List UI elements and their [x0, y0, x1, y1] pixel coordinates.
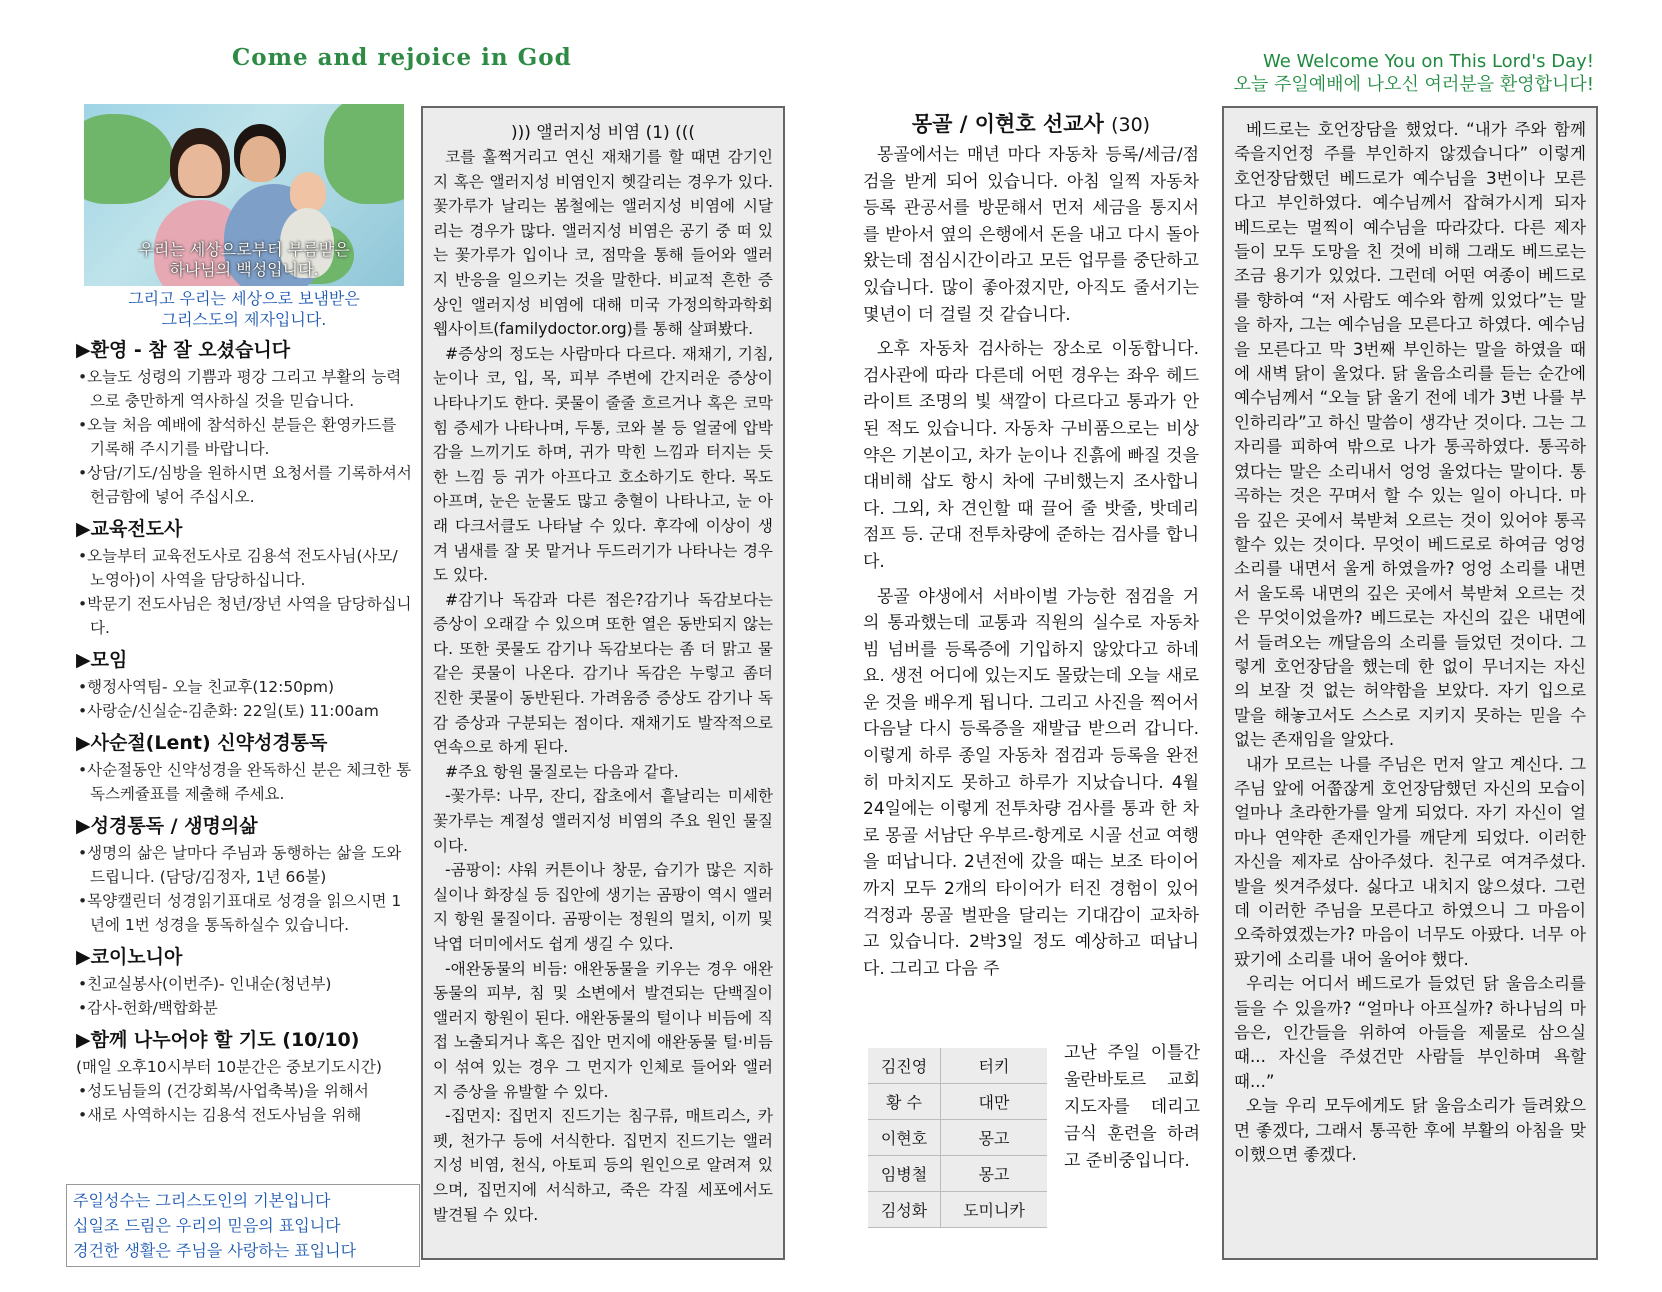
section-meetings — [76, 648, 412, 723]
creed-line: 주일성수는 그리스도인의 기본입니다 — [73, 1191, 331, 1210]
table-cell-name: 이현호 — [868, 1120, 941, 1156]
section-prayer — [76, 1028, 412, 1127]
section-title: ▶교육전도사 — [76, 518, 183, 540]
table-cell-name: 황 수 — [868, 1084, 941, 1120]
paragraph: 내가 모르는 나를 주님은 먼저 알고 계신다. 그 주님 앞에 어쭙잖게 호언장담했던 자신의 모습이 얼마나 초라한가를 알게 되었다. 자기 자신이 얼마나 연약한 존재인가를 깨닫게 되었다. 이러한 자신을 제자로 삼아주셨다. 친구로 여겨주셨다. 발을 씻겨주셨다. 싫다고 내치지 않으셨다. 그런데 이러한 주님을 모른다고 하였으니 그 마음이 오죽하였겠는가? 마음이 너무도 아팠다. 너무 아팠기에 소리를 내어 울어야 했다. — [1234, 754, 1586, 969]
article-body — [433, 145, 773, 1227]
section-title: ▶환영 - 참 잘 오셨습니다 — [76, 339, 291, 361]
article-title: ))) 앨러지성 비염 (1) ((( — [510, 123, 696, 143]
missionary-table — [868, 1048, 1047, 1228]
list-item: •상담/기도/심방을 원하시면 요청서를 기록하셔서 헌금함에 넣어 주십시오. — [78, 464, 412, 506]
paragraph: 우리는 어디서 베드로가 들었던 닭 울음소리를 들을 수 있을까? “얼마나 아프실까? 하나님의 마음은, 인간들을 위하여 아들을 제물로 삼으실때... 자신을 주셨건만 사람들 부인하며 욕할때...” — [1234, 974, 1586, 1091]
table-cell-name: 김진영 — [868, 1048, 941, 1084]
health-article — [421, 106, 785, 1260]
creed-line: 경건한 생활은 주님을 사랑하는 표입니다 — [73, 1241, 357, 1260]
list-item: •목양캘린더 성경읽기표대로 성경을 읽으시면 1년에 1번 성경을 통독하실수 있습니다. — [78, 892, 402, 934]
sub-caption: 그리고 우리는 세상으로 보냄받은 그리스도의 제자입니다. — [128, 289, 360, 329]
list-item: •박문기 전도사님은 청년/장년 사역을 담당하십니다. — [78, 595, 412, 637]
table-row — [868, 1192, 1047, 1228]
paragraph: -집먼지: 집먼지 진드기는 침구류, 매트리스, 카펫, 천가구 등에 서식한다. 집먼지 진드기는 앨러지성 비염, 천식, 아토피 등의 원인으로 알려져 있으며, 집먼지에 서식하고, 죽은 각질 세포에서도 발견될 수 있다. — [433, 1107, 773, 1224]
section-title: ▶사순절(Lent) 신약성경통독 — [76, 732, 328, 754]
table-cell-country: 몽고 — [941, 1120, 1048, 1156]
list-item: •감사-헌화/백합화분 — [78, 999, 218, 1017]
section-title: ▶성경통독 / 생명의삶 — [76, 815, 258, 837]
paragraph: 몽골 야생에서 서바이벌 가능한 점검을 거의 통과했는데 교통과 직원의 실수로 자동차 빔 넘버를 등록증에 기입하지 않았다고 하네요. 생전 어디에 있는지도 몰랐는데 오늘 새로운 것을 배우게 됩니다. 그리고 사진을 찍어서 다음날 다시 등록증을 재발급 받으러 갑니다. 이렇게 하루 종일 자동차 점검과 등록을 완전히 마치지도 못하고 하루가 지났습니다. 4월24일에는 이렇게 전투차량 검사를 통과 한 차로 몽골 서남단 우부르-항게로 시골 선교 여행을 떠납니다. 2년전에 갔을 때는 보조 타이어까지 모두 2개의 타이어가 터진 경험이 있어 걱정과 몽골 벌판을 달리는 기대감이 교차하고 있습니다. 2박3일 정도 예상하고 떠납니다. 그리고 다음 주 — [863, 586, 1199, 979]
table-row — [868, 1048, 1047, 1084]
paragraph: 몽골에서는 매년 마다 자동차 등록/세금/점검을 받게 되어 있습니다. 아침 일찍 자동차 등록 관공서를 방문해서 먼저 세금을 통지서를 받아서 옆의 은행에서 돈을 내고 다시 돌아 왔는데 점심시간이라고 모든 업무를 중단하고 있습니다. 많이 좋아졌지만, 아직도 줄서기는 몇년이 더 걸릴 것 같습니다. — [863, 145, 1199, 325]
paragraph: -곰팡이: 샤워 커튼이나 창문, 습기가 많은 지하실이나 화장실 등 집안에 생기는 곰팡이 역시 앨러지 항원 물질이다. 곰팡이는 정원의 멀치, 이끼 및 낙엽 더미에서도 쉽게 생길 수 있다. — [433, 861, 773, 953]
table-cell-country: 몽고 — [941, 1156, 1048, 1192]
section-koinonia — [76, 945, 412, 1020]
list-item: •사순절동안 신약성경을 완독하신 분은 체크한 통독스케쥴표를 제출해 주세요. — [78, 761, 412, 803]
paragraph: #감기나 독감과 다른 점은?감기나 독감보다는 증상이 오래갈 수 있으며 또한 열은 동반되지 않는다. 또한 콧물도 감기나 독감보다는 좀 더 맑고 물 같은 콧물이 나온다. 감기나 독감은 누렇고 좀더 진한 콧물이 동반된다. 가려움증 증상도 감기나 독감 증상과 구분되는 점이다. 재채기도 발작적으로 연속으로 하게 된다. — [433, 590, 773, 757]
list-item: •오늘 처음 예배에 참석하신 분들은 환영카드를 기록해 주시기를 바랍니다. — [78, 416, 397, 458]
family-photo — [84, 104, 404, 286]
announcements-column — [76, 104, 412, 1127]
list-item: •성도님들의 (건강회복/사업축복)을 위해서 — [78, 1082, 369, 1100]
list-item: •친교실봉사(이번주)- 인내순(청년부) — [78, 975, 332, 993]
section-title: ▶함께 나누어야 할 기도 (10/10) — [76, 1029, 360, 1051]
header-right — [1234, 50, 1594, 96]
paragraph: #증상의 정도는 사람마다 다르다. 재채기, 기침, 눈이나 코, 입, 목, 피부 주변에 간지러운 증상이 나타나기도 한다. 콧물이 줄줄 흐르거나 혹은 코막힘 증세가 나타나며, 두통, 코와 볼 등 얼굴에 압박감을 느끼기도 하며, 귀가 막힌 느낌과 터지는 듯한 느낌 등 귀가 아프다고 호소하기도 한다. 목도 아프며, 눈은 눈물도 많고 충혈이 나타나고, 눈 아래 다크서클도 나타날 수 있다. 후각에 이상이 생겨 냄새를 잘 못 맡거나 두드러기가 나타나는 경우도 있다. — [433, 344, 773, 585]
table-row — [868, 1120, 1047, 1156]
section-education-pastor — [76, 517, 412, 640]
missionary-body — [863, 142, 1199, 982]
missionary-title-number: (30) — [1111, 114, 1151, 136]
missionary-title-text: 몽골 / 이현호 선교사 — [911, 112, 1104, 136]
section-bible-reading — [76, 814, 412, 937]
paragraph: -애완동물의 비듬: 애완동물을 키우는 경우 애완동물의 피부, 침 및 소변에서 발견되는 단백질이 앨러지 항원이 된다. 애완동물의 털이나 비듬에 직접 노출되거나 혹은 집안 먼지에 애완동물 털·비듬이 섞여 있는 경우 그 먼지가 인체로 들어와 앨러지 증상을 유발할 수 있다. — [433, 959, 773, 1101]
article-body — [1234, 118, 1586, 1167]
meditation-article — [1222, 106, 1598, 1260]
creed-line: 십일조 드림은 우리의 믿음의 표입니다 — [73, 1216, 341, 1235]
missionary-column — [863, 108, 1199, 990]
table-cell-name: 임병철 — [868, 1156, 941, 1192]
missionary-side-text: 고난 주일 이틀간 울란바토르 교회 지도자를 데리고 금식 훈련을 하려고 준비중입니다. — [1064, 1043, 1200, 1171]
paragraph: #주요 항원 물질로는 다음과 같다. — [445, 762, 679, 781]
paragraph: 오후 자동차 검사하는 장소로 이동합니다. 검사관에 따라 다른데 어떤 경우는 좌우 헤드라이트 조명의 빛 색깔이 다르다고 통과가 안된 적도 있습니다. 자동차 구비품으로는 비상약은 기본이고, 차가 눈이나 진흙에 빠질 것을 대비해 삽도 항시 차에 구비했는지 조사합니다. 그외, 차 견인할 때 끌어 줄 밧줄, 밧데리 점프 등. 군대 전투차량에 준하는 검사를 합니다. — [863, 339, 1199, 572]
list-item: •오늘도 성령의 기쁨과 평강 그리고 부활의 능력으로 충만하게 역사하실 것을 믿습니다. — [78, 368, 402, 410]
list-item: •생명의 삶은 날마다 주님과 동행하는 삶을 도와드립니다. (담당/김정자, 1년 66불) — [78, 844, 402, 886]
header-welcome-ko: 오늘 주일예배에 나오신 여러분을 환영합니다! — [1233, 74, 1594, 95]
list-item: •사랑순/신실순-김춘화: 22일(토) 11:00am — [78, 702, 379, 720]
creed-box — [66, 1184, 420, 1267]
header-welcome-en: We Welcome You on This Lord's Day! — [1262, 51, 1594, 72]
paragraph: 코를 훌쩍거리고 연신 재채기를 할 때면 감기인지 혹은 앨러지성 비염인지 헷갈리는 경우가 있다. 꽃가루가 날리는 봄철에는 앨러지성 비염에 시달리는 경우가 많다. 앨러지성 비염은 공기 중 떠 있는 꽃가루가 입이나 코, 점막을 통해 들어와 앨러지 반응을 일으키는 것을 말한다. 비교적 흔한 증상인 앨러지성 비염에 대해 미국 가정의학과학회 웹사이트(familydoctor.org)를 통해 살펴봤다. — [433, 148, 773, 339]
paragraph: -꽃가루: 나무, 잔디, 잡초에서 흩날리는 미세한 꽃가루는 계절성 앨러지성 비염의 주요 원인 물질이다. — [433, 787, 773, 855]
prayer-note: (매일 오후10시부터 10분간은 중보기도시간) — [76, 1058, 382, 1076]
list-item: •새로 사역하시는 김용석 전도사님을 위해 — [78, 1106, 362, 1124]
table-cell-country: 대만 — [941, 1084, 1048, 1120]
header-left-title: Come and rejoice in God — [232, 44, 572, 71]
section-title: ▶모임 — [76, 649, 128, 671]
missionary-title — [863, 108, 1199, 138]
table-cell-country: 도미니카 — [941, 1192, 1048, 1228]
table-cell-name: 김성화 — [868, 1192, 941, 1228]
paragraph: 오늘 우리 모두에게도 닭 울음소리가 들려왔으면 좋겠다, 그래서 통곡한 후에 부활의 아침을 맞이했으면 좋겠다. — [1234, 1096, 1586, 1165]
list-item: •오늘부터 교육전도사로 김용석 전도사님(사모/노영아)이 사역을 담당하십니다. — [78, 547, 398, 589]
paragraph: 베드로는 호언장담을 했었다. “내가 주와 함께 죽을지언정 주를 부인하지 않겠습니다” 이렇게 호언장담했던 베드로가 예수님을 3번이나 모른다고 부인하였다. 예수님께서 잡혀가시게 되자 베드로는 멀찍이 예수님을 따라갔다. 다른 제자들이 모두 도망을 친 것에 비해 그래도 베드로는 조금 용기가 있었다. 그런데 어떤 여종이 베드로를 향하여 “저 사람도 예수와 함께 있었다”는 말을 하자, 그는 예수님을 모른다고 하였다. 예수님을 모른다고 막 3번째 부인하는 말을 하였을 때에 새벽 닭이 울었다. 닭 울음소리를 듣는 순간에 예수님께서 “오늘 닭 울기 전에 네가 3번 나를 부인하리라”고 하신 말씀이 생각난 것이다. 그는 그 자리를 피하여 밖으로 나가 통곡하였다. 통곡하였다는 말은 소리내서 엉엉 울었다는 말이다. 통곡하는 것은 꾸며서 할 수 있는 일이 아니다. 마음 깊은 곳에서 북받쳐 오르는 것이 있어야 통곡할수 있는 것이다. 무엇이 베드로로 하여금 엉엉 소리를 내면서 울게 하였을까? 엉엉 소리를 내면서 울도록 내면의 깊은 곳에서 북받쳐 오르는 것은 무엇이었을까? 베드로는 자신의 깊은 내면에서 들려오는 깨달음의 소리를 들었던 것이다. 그렇게 호언장담을 했는데 한 없이 무너지는 자신의 보잘 것 없는 허약함을 보았다. 자기 입으로 말을 해놓고서도 스스로 지키지 못하는 믿을 수 없는 존재임을 알았다. — [1234, 120, 1586, 750]
table-cell-country: 터키 — [941, 1048, 1048, 1084]
section-lent-reading — [76, 731, 412, 806]
table-row — [868, 1156, 1047, 1192]
section-welcome — [76, 338, 412, 509]
section-title: ▶코이노니아 — [76, 946, 183, 968]
photo-caption: 우리는 세상으로부터 부름받은 하나님의 백성입니다. — [138, 240, 350, 279]
list-item: •행정사역팀- 오늘 친교후(12:50pm) — [78, 678, 335, 696]
table-row — [868, 1084, 1047, 1120]
